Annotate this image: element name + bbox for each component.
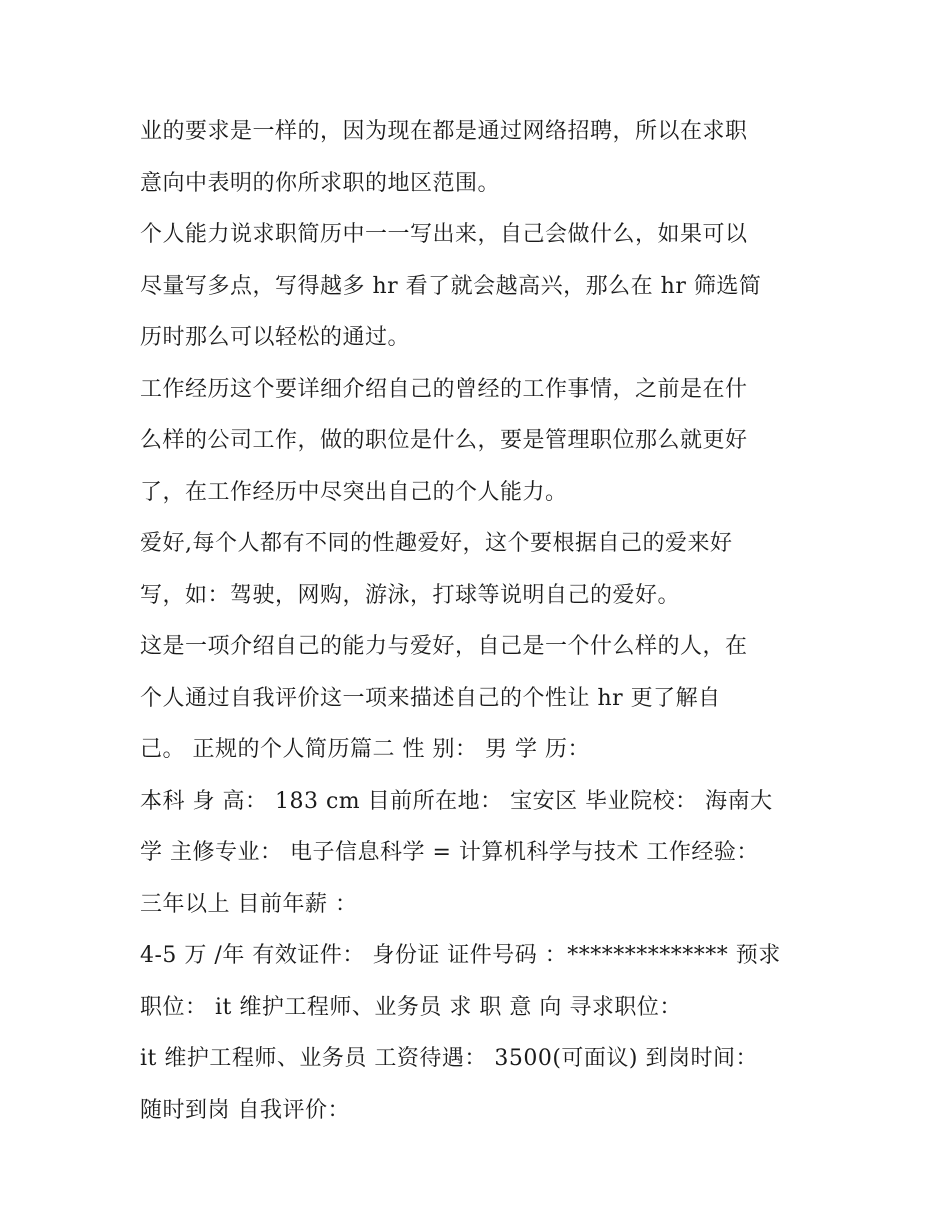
text-line: 业的要求是一样的，因为现在都是通过网络招聘，所以在求职 xyxy=(140,119,748,144)
text-line: 意向中表明的你所求职的地区范围。 xyxy=(140,170,501,196)
text-line: 4-5 万 /年 有效证件： 身份证 证件号码 ：************** 预求 xyxy=(140,943,781,968)
text-line: 三年以上 目前年薪 ： xyxy=(140,891,358,917)
text-line: 个人能力说求职简历中一一写出来，自己会做什么，如果可以 xyxy=(140,222,748,247)
text-line: 随时到岗 自我评价： xyxy=(140,1097,350,1123)
document-body xyxy=(140,106,830,1136)
text-line: 工作经历这个要详细介绍自己的曾经的工作事情，之前是在什 xyxy=(140,376,748,402)
text-line: 么样的公司工作，做的职位是什么，要是管理职位那么就更好 xyxy=(140,428,748,453)
text-line: 个人通过自我评价这一项来描述自己的个性让 hr 更了解自 xyxy=(140,685,721,711)
text-line: 本科 身 高： 183 cm 目前所在地： 宝安区 毕业院校： 海南大 xyxy=(140,788,773,814)
text-line: 己。 正规的个人简历篇二 性 别： 男 学 历： xyxy=(140,737,590,762)
text-line: 学 主修专业： 电子信息科学 = 计算机科学与技术 工作经验： xyxy=(140,840,759,865)
text-line: it 维护工程师、业务员 工资待遇： 3500(可面议) 到岗时间： xyxy=(140,1046,759,1071)
text-line: 历时那么可以轻松的通过。 xyxy=(140,325,411,350)
text-line: 了，在工作经历中尽突出自己的个人能力。 xyxy=(140,479,568,505)
text-line: 写，如：驾驶，网购，游泳，打球等说明自己的爱好。 xyxy=(140,582,681,608)
text-line: 爱好,每个人都有不同的性趣爱好，这个要根据自己的爱来好 xyxy=(140,531,733,556)
text-line: 职位： it 维护工程师、业务员 求 职 意 向 寻求职位： xyxy=(140,994,682,1020)
text-line: 尽量写多点，写得越多 hr 看了就会越高兴，那么在 hr 筛选简 xyxy=(140,273,762,299)
text-line: 这是一项介绍自己的能力与爱好，自己是一个什么样的人，在 xyxy=(140,634,748,659)
